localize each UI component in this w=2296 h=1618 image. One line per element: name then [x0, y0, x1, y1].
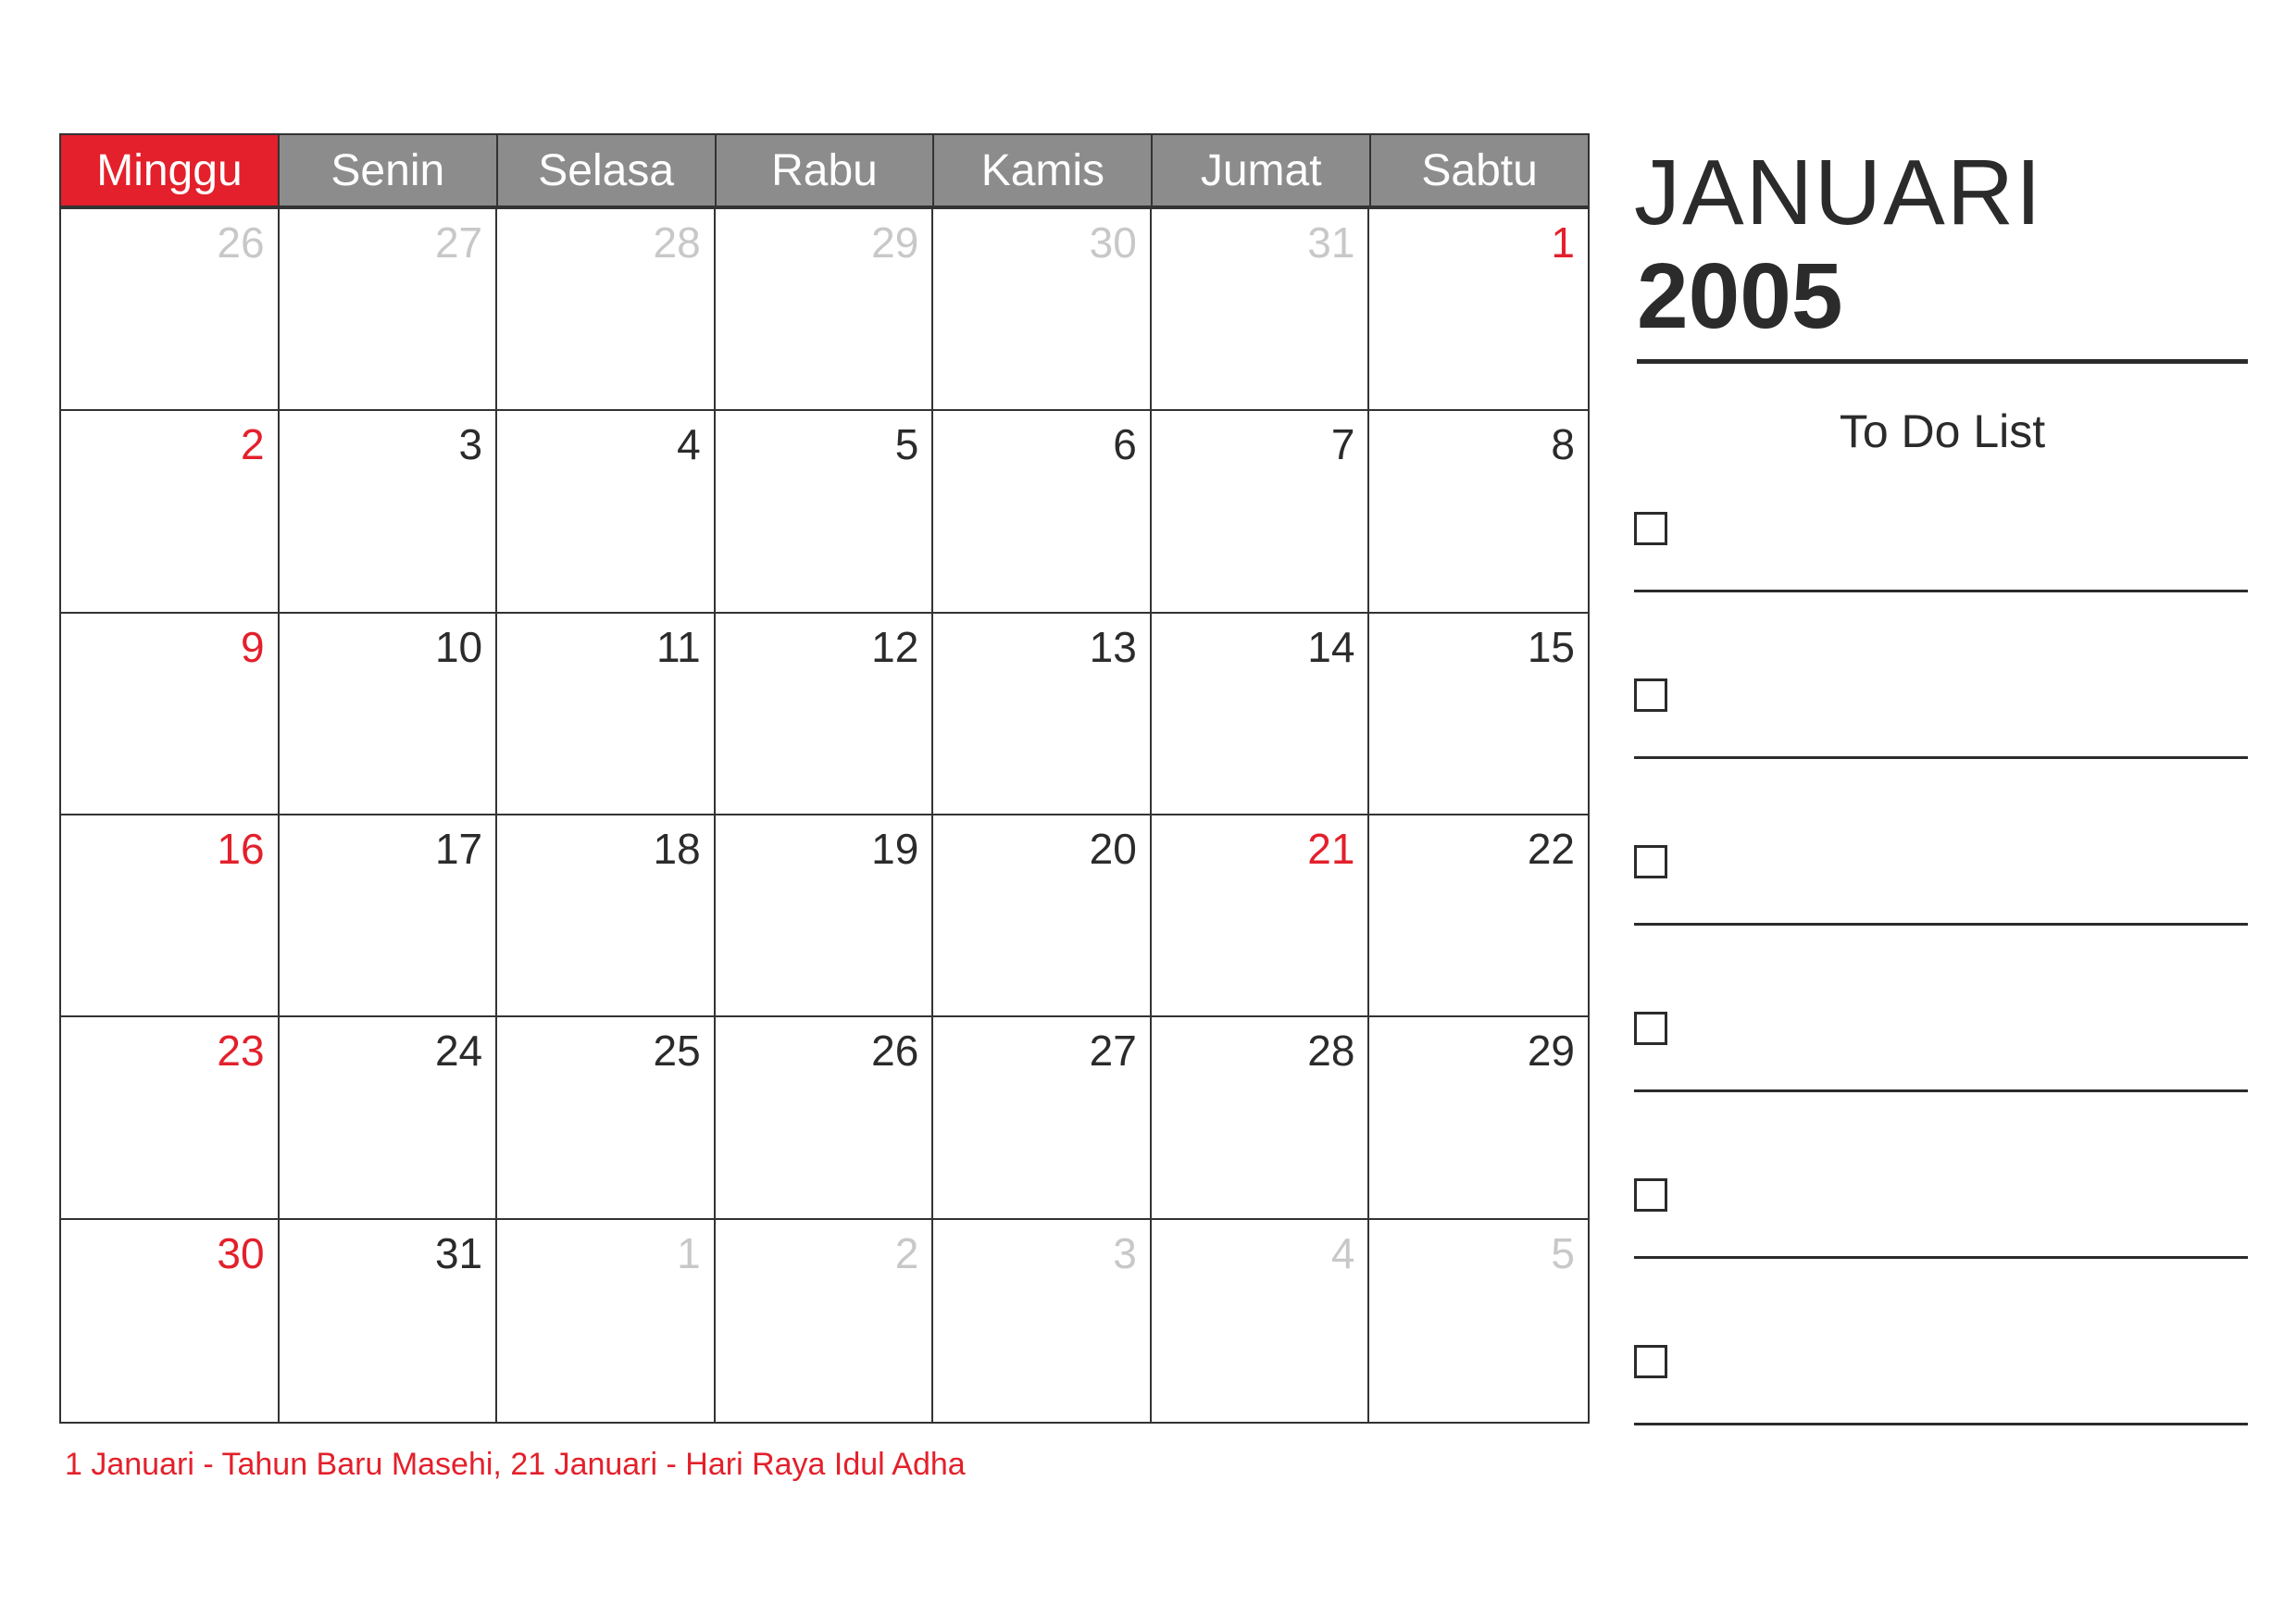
calendar [59, 133, 1590, 1424]
day-cell [1152, 614, 1370, 815]
day-number: 4 [677, 420, 701, 469]
day-number: 7 [1330, 420, 1355, 469]
day-number: 23 [217, 1027, 265, 1076]
todo-line [1634, 590, 2248, 592]
weekday-4: Kamis [932, 133, 1153, 207]
day-number: 21 [1307, 824, 1355, 873]
day-number: 22 [1527, 824, 1575, 873]
day-number: 3 [1113, 1228, 1137, 1277]
day-cell [280, 1017, 498, 1219]
day-number: 12 [871, 622, 919, 671]
day-number: 31 [1307, 218, 1355, 267]
day-cell [1369, 815, 1588, 1017]
day-cell [280, 614, 498, 815]
todo-item [1634, 1012, 2248, 1178]
day-number: 6 [1113, 420, 1137, 469]
todo-checkbox[interactable] [1634, 1345, 1667, 1378]
day-cell [497, 1017, 716, 1219]
day-cell [497, 209, 716, 411]
day-cell [716, 209, 934, 411]
todo-checkbox[interactable] [1634, 845, 1667, 878]
day-cell [61, 1220, 280, 1422]
day-cell [1369, 209, 1588, 411]
day-number: 16 [217, 824, 265, 873]
day-number: 28 [653, 218, 701, 267]
todo-checkbox[interactable] [1634, 512, 1667, 545]
day-cell [716, 411, 934, 613]
day-cell [1152, 815, 1370, 1017]
day-number: 1 [677, 1228, 701, 1277]
day-cell [280, 209, 498, 411]
day-cell [280, 411, 498, 613]
day-number: 15 [1527, 622, 1575, 671]
day-cell [1152, 209, 1370, 411]
day-number: 19 [871, 824, 919, 873]
day-number: 24 [434, 1027, 483, 1076]
day-number: 26 [217, 218, 265, 267]
day-cell [1152, 411, 1370, 613]
day-cell [933, 815, 1152, 1017]
year-title: 2005 [1637, 244, 1843, 348]
day-cell [716, 815, 934, 1017]
day-cell [933, 209, 1152, 411]
day-number: 28 [1307, 1027, 1355, 1076]
day-cell [716, 1220, 934, 1422]
month-title: JANUARI [1634, 141, 2043, 244]
title-divider [1637, 359, 2248, 364]
calendar-grid [59, 207, 1590, 1424]
todo-item [1634, 1178, 2248, 1345]
day-number: 17 [434, 824, 483, 873]
todo-item [1634, 1345, 2248, 1512]
day-number: 10 [434, 622, 483, 671]
day-number: 18 [653, 824, 701, 873]
day-number: 2 [894, 1228, 919, 1277]
day-number: 8 [1551, 420, 1575, 469]
day-number: 11 [655, 622, 701, 671]
day-number: 30 [1089, 218, 1137, 267]
day-cell [280, 815, 498, 1017]
weekday-2: Selasa [496, 133, 717, 207]
day-number: 25 [653, 1027, 701, 1076]
todo-line [1634, 1423, 2248, 1425]
day-cell [1369, 411, 1588, 613]
day-cell [1369, 1220, 1588, 1422]
day-cell [61, 815, 280, 1017]
day-cell [933, 1220, 1152, 1422]
todo-checkbox[interactable] [1634, 1012, 1667, 1045]
holiday-note: 1 Januari - Tahun Baru Masehi, 21 Januari - Hari Raya Idul Adha [65, 1447, 966, 1482]
day-cell [716, 614, 934, 815]
todo-item [1634, 678, 2248, 845]
day-number: 5 [1551, 1228, 1575, 1277]
day-cell [61, 209, 280, 411]
day-number: 4 [1330, 1228, 1355, 1277]
weekday-header [59, 133, 1590, 207]
day-cell [61, 411, 280, 613]
todo-line [1634, 756, 2248, 759]
day-number: 3 [458, 420, 483, 469]
day-number: 5 [894, 420, 919, 469]
day-cell [933, 1017, 1152, 1219]
day-number: 20 [1089, 824, 1137, 873]
day-cell [497, 815, 716, 1017]
day-cell [497, 1220, 716, 1422]
day-cell [1369, 1017, 1588, 1219]
todo-line [1634, 923, 2248, 926]
weekday-3: Rabu [715, 133, 935, 207]
day-number: 27 [434, 218, 483, 267]
day-number: 26 [871, 1027, 919, 1076]
todo-item [1634, 845, 2248, 1012]
day-cell [280, 1220, 498, 1422]
day-number: 29 [1527, 1027, 1575, 1076]
day-cell [497, 614, 716, 815]
day-cell [1152, 1017, 1370, 1219]
weekday-1: Senin [278, 133, 498, 207]
day-number: 30 [217, 1228, 265, 1277]
todo-line [1634, 1256, 2248, 1259]
day-cell [933, 614, 1152, 815]
day-number: 29 [871, 218, 919, 267]
day-cell [497, 411, 716, 613]
day-cell [61, 614, 280, 815]
day-number: 1 [1551, 218, 1575, 267]
weekday-0: Minggu [59, 133, 280, 207]
day-cell [61, 1017, 280, 1219]
day-cell [1152, 1220, 1370, 1422]
day-number: 27 [1089, 1027, 1137, 1076]
weekday-6: Sabtu [1369, 133, 1590, 207]
day-cell [1369, 614, 1588, 815]
day-cell [716, 1017, 934, 1219]
day-number: 9 [240, 622, 265, 671]
todo-title: To Do List [1839, 405, 2046, 457]
todo-item [1634, 512, 2248, 678]
day-number: 31 [434, 1228, 483, 1277]
todo-checkbox[interactable] [1634, 678, 1667, 712]
todo-line [1634, 1089, 2248, 1092]
weekday-5: Jumat [1151, 133, 1371, 207]
todo-checkbox[interactable] [1634, 1178, 1667, 1212]
day-cell [933, 411, 1152, 613]
day-number: 14 [1307, 622, 1355, 671]
day-number: 13 [1089, 622, 1137, 671]
day-number: 2 [240, 420, 265, 469]
